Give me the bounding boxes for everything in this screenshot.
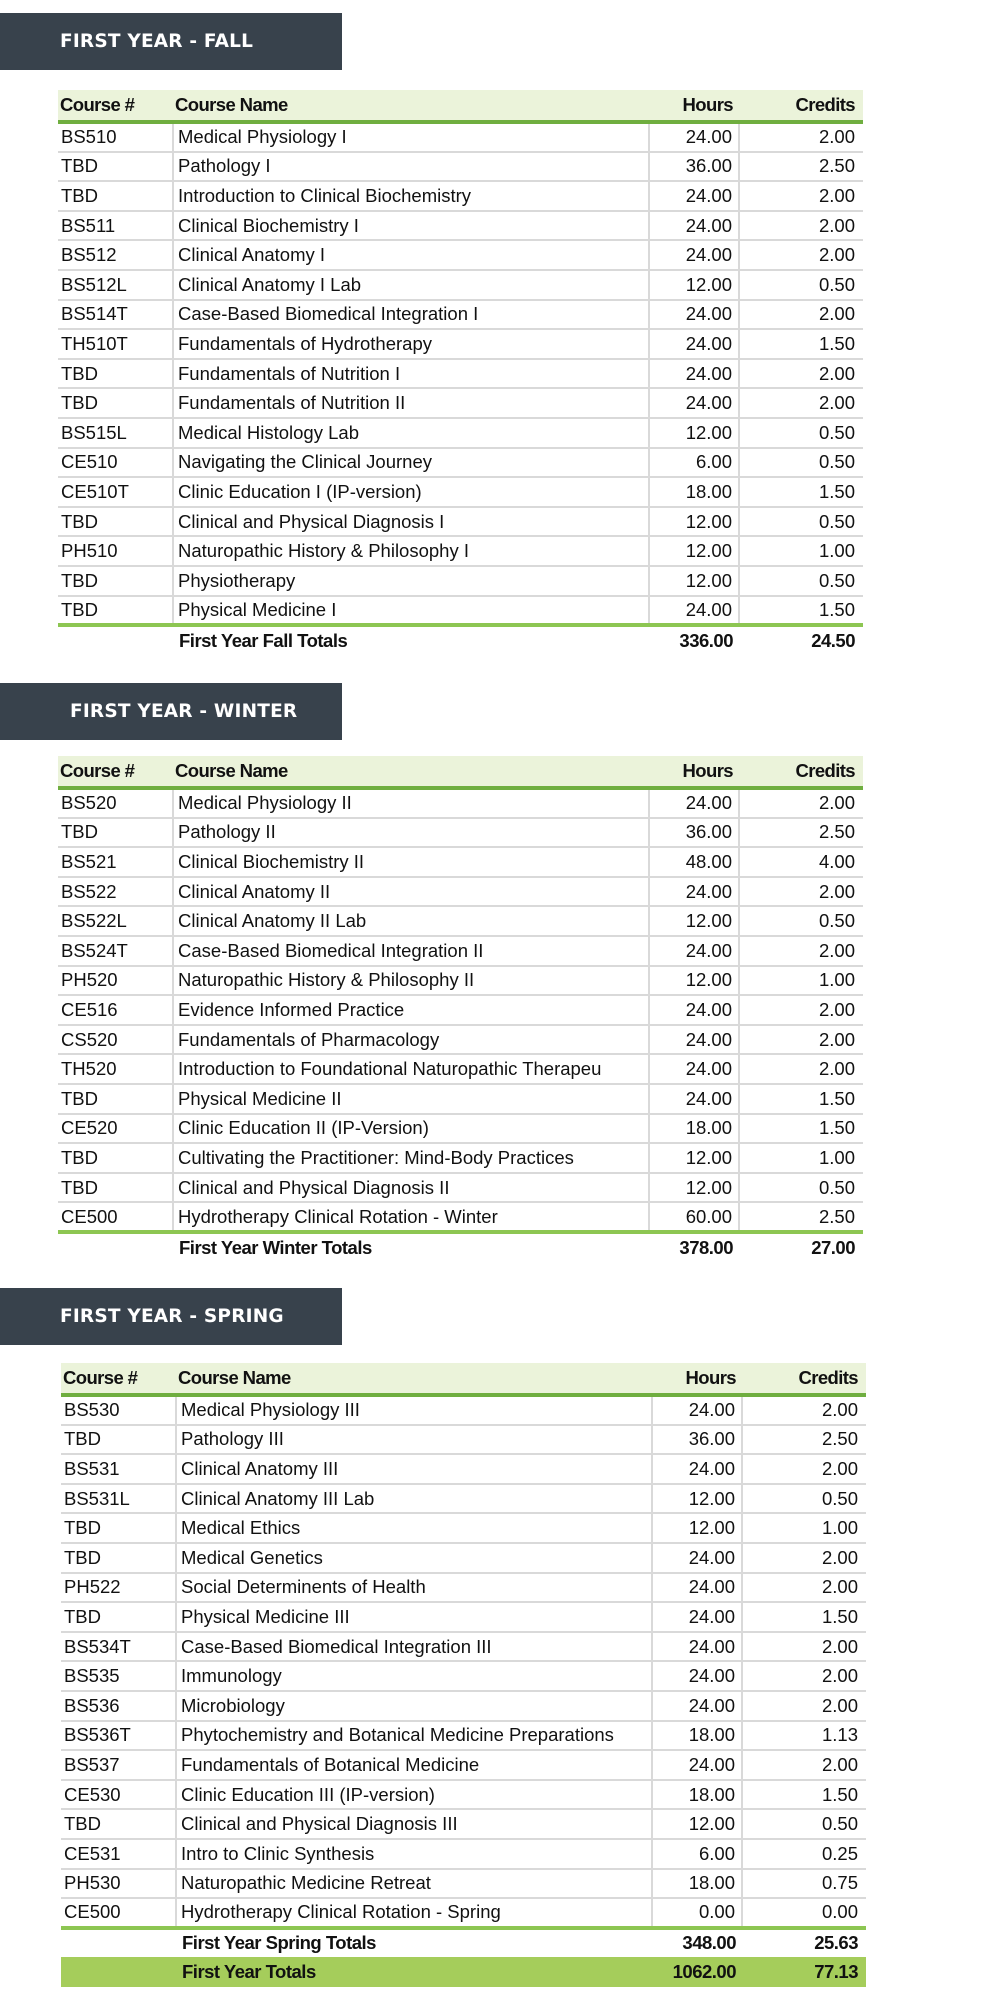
course-table-spring xyxy=(61,1363,866,1987)
totals-label: First Year Winter Totals xyxy=(179,1236,372,1258)
table-row xyxy=(58,818,863,848)
course-credits: 2.50 xyxy=(739,1202,863,1232)
col-course-name: Course Name xyxy=(173,756,649,788)
course-hours: 18.00 xyxy=(652,1721,742,1751)
course-name: Navigating the Clinical Journey xyxy=(173,448,649,478)
course-hours: 24.00 xyxy=(652,1661,742,1691)
course-number: CE531 xyxy=(61,1839,176,1869)
course-hours: 60.00 xyxy=(649,1202,739,1232)
course-name: Naturopathic History & Philosophy I xyxy=(173,536,649,566)
course-hours: 36.00 xyxy=(649,152,739,182)
course-name: Case-Based Biomedical Integration II xyxy=(173,936,649,966)
course-credits: 0.25 xyxy=(742,1839,866,1869)
table-row xyxy=(61,1750,866,1780)
course-credits: 0.50 xyxy=(742,1484,866,1514)
course-number: TBD xyxy=(61,1425,176,1455)
totals-row xyxy=(58,625,863,655)
course-number: TBD xyxy=(58,596,173,626)
course-hours: 24.00 xyxy=(649,181,739,211)
table-row xyxy=(58,418,863,448)
course-credits: 1.50 xyxy=(739,1114,863,1144)
course-credits: 0.50 xyxy=(739,448,863,478)
course-hours: 24.00 xyxy=(649,211,739,241)
course-hours: 24.00 xyxy=(649,995,739,1025)
course-number: BS535 xyxy=(61,1661,176,1691)
course-credits: 2.00 xyxy=(739,877,863,907)
table-row xyxy=(61,1780,866,1810)
course-hours: 6.00 xyxy=(649,448,739,478)
course-number: BS536T xyxy=(61,1721,176,1751)
course-credits: 2.50 xyxy=(739,818,863,848)
course-credits: 2.00 xyxy=(742,1395,866,1425)
table-row xyxy=(58,1025,863,1055)
course-name: Introduction to Foundational Naturopathic Therapeu xyxy=(173,1054,649,1084)
course-number: BS536 xyxy=(61,1691,176,1721)
course-hours: 12.00 xyxy=(652,1809,742,1839)
table-row xyxy=(61,1898,866,1928)
course-hours: 18.00 xyxy=(649,1114,739,1144)
course-name: Clinical Anatomy I Lab xyxy=(173,270,649,300)
course-name: Fundamentals of Botanical Medicine xyxy=(176,1750,652,1780)
table-row xyxy=(58,240,863,270)
course-hours: 18.00 xyxy=(652,1780,742,1810)
course-name: Physical Medicine I xyxy=(173,596,649,626)
table-row xyxy=(61,1839,866,1869)
course-number: CE520 xyxy=(58,1114,173,1144)
course-name: Pathology II xyxy=(173,818,649,848)
course-name: Medical Ethics xyxy=(176,1513,652,1543)
course-name: Clinical Anatomy II xyxy=(173,877,649,907)
col-course-num: Course # xyxy=(58,756,173,788)
col-hours: Hours xyxy=(652,1363,742,1395)
table-row xyxy=(58,966,863,996)
table-header-row xyxy=(61,1363,866,1395)
course-credits: 4.00 xyxy=(739,847,863,877)
table-row xyxy=(61,1513,866,1543)
course-credits: 1.13 xyxy=(742,1721,866,1751)
course-number: CE516 xyxy=(58,995,173,1025)
course-credits: 2.00 xyxy=(739,1025,863,1055)
course-name: Pathology III xyxy=(176,1425,652,1455)
table-row xyxy=(58,566,863,596)
course-hours: 24.00 xyxy=(652,1691,742,1721)
course-number: BS515L xyxy=(58,418,173,448)
course-name: Clinical Biochemistry II xyxy=(173,847,649,877)
course-credits: 1.50 xyxy=(739,596,863,626)
course-hours: 12.00 xyxy=(652,1484,742,1514)
course-credits: 2.00 xyxy=(739,240,863,270)
course-name: Physical Medicine II xyxy=(173,1084,649,1114)
course-number: CE500 xyxy=(61,1898,176,1928)
totals-hours: 348.00 xyxy=(682,1932,736,1954)
table-row xyxy=(58,1084,863,1114)
course-credits: 1.50 xyxy=(739,329,863,359)
course-number: TBD xyxy=(58,1084,173,1114)
course-hours: 24.00 xyxy=(649,388,739,418)
course-credits: 0.50 xyxy=(739,1173,863,1203)
course-credits: 0.50 xyxy=(739,418,863,448)
course-credits: 2.00 xyxy=(739,359,863,389)
table-row xyxy=(58,1173,863,1203)
course-name: Clinical Biochemistry I xyxy=(173,211,649,241)
course-hours: 24.00 xyxy=(649,240,739,270)
table-row xyxy=(58,300,863,330)
course-hours: 18.00 xyxy=(649,477,739,507)
table-row xyxy=(58,270,863,300)
course-credits: 2.00 xyxy=(739,788,863,818)
course-hours: 12.00 xyxy=(652,1513,742,1543)
course-name: Fundamentals of Hydrotherapy xyxy=(173,329,649,359)
course-credits: 1.50 xyxy=(742,1602,866,1632)
course-name: Immunology xyxy=(176,1661,652,1691)
course-credits: 2.50 xyxy=(739,152,863,182)
course-name: Fundamentals of Nutrition I xyxy=(173,359,649,389)
course-credits: 2.00 xyxy=(739,995,863,1025)
course-name: Medical Physiology III xyxy=(176,1395,652,1425)
course-hours: 24.00 xyxy=(652,1573,742,1603)
course-credits: 1.00 xyxy=(742,1513,866,1543)
course-number: TBD xyxy=(58,181,173,211)
table-row xyxy=(61,1395,866,1425)
table-row xyxy=(58,359,863,389)
course-number: PH522 xyxy=(61,1573,176,1603)
col-course-name: Course Name xyxy=(176,1363,652,1395)
col-credits: Credits xyxy=(739,756,863,788)
course-hours: 24.00 xyxy=(649,300,739,330)
table-row xyxy=(58,1054,863,1084)
course-hours: 24.00 xyxy=(649,1084,739,1114)
table-header-row xyxy=(58,756,863,788)
course-credits: 2.00 xyxy=(739,211,863,241)
table-row xyxy=(61,1454,866,1484)
course-credits: 1.00 xyxy=(739,1143,863,1173)
totals-credits: 25.63 xyxy=(814,1932,858,1954)
course-hours: 36.00 xyxy=(649,818,739,848)
course-number: TBD xyxy=(58,507,173,537)
table-row xyxy=(61,1543,866,1573)
course-number: BS512L xyxy=(58,270,173,300)
totals-credits: 27.00 xyxy=(811,1236,855,1258)
course-hours: 24.00 xyxy=(649,1025,739,1055)
table-row xyxy=(58,906,863,936)
col-course-num: Course # xyxy=(61,1363,176,1395)
table-row xyxy=(58,181,863,211)
course-hours: 24.00 xyxy=(652,1395,742,1425)
course-number: CE530 xyxy=(61,1780,176,1810)
course-table-fall xyxy=(58,90,863,655)
table-row xyxy=(58,122,863,152)
course-number: PH530 xyxy=(61,1869,176,1899)
course-number: BS531 xyxy=(61,1454,176,1484)
course-hours: 12.00 xyxy=(649,507,739,537)
course-credits: 2.00 xyxy=(739,388,863,418)
course-credits: 0.50 xyxy=(739,270,863,300)
course-hours: 24.00 xyxy=(649,788,739,818)
col-credits: Credits xyxy=(742,1363,866,1395)
course-name: Medical Physiology I xyxy=(173,122,649,152)
table-row xyxy=(61,1721,866,1751)
course-name: Clinic Education II (IP-Version) xyxy=(173,1114,649,1144)
col-hours: Hours xyxy=(649,90,739,122)
course-name: Case-Based Biomedical Integration I xyxy=(173,300,649,330)
table-row xyxy=(58,995,863,1025)
course-name: Pathology I xyxy=(173,152,649,182)
course-number: BS514T xyxy=(58,300,173,330)
course-name: Naturopathic History & Philosophy II xyxy=(173,966,649,996)
course-name: Clinical Anatomy I xyxy=(173,240,649,270)
table-row xyxy=(58,596,863,626)
totals-label: First Year Spring Totals xyxy=(182,1932,376,1954)
section-header-winter xyxy=(0,683,342,740)
course-credits: 0.50 xyxy=(739,507,863,537)
course-credits: 2.00 xyxy=(739,181,863,211)
course-credits: 1.00 xyxy=(739,966,863,996)
course-credits: 0.75 xyxy=(742,1869,866,1899)
course-credits: 1.50 xyxy=(739,1084,863,1114)
table-row xyxy=(58,847,863,877)
course-hours: 12.00 xyxy=(649,1143,739,1173)
table-row xyxy=(61,1691,866,1721)
course-hours: 24.00 xyxy=(652,1632,742,1662)
course-number: CE500 xyxy=(58,1202,173,1232)
table-header-row xyxy=(58,90,863,122)
course-hours: 12.00 xyxy=(649,418,739,448)
course-hours: 24.00 xyxy=(649,359,739,389)
course-number: PH510 xyxy=(58,536,173,566)
course-hours: 18.00 xyxy=(652,1869,742,1899)
course-name: Clinical Anatomy III xyxy=(176,1454,652,1484)
course-name: Clinical Anatomy III Lab xyxy=(176,1484,652,1514)
course-number: TH520 xyxy=(58,1054,173,1084)
course-name: Social Determinents of Health xyxy=(176,1573,652,1603)
course-hours: 24.00 xyxy=(652,1543,742,1573)
table-row xyxy=(58,877,863,907)
course-number: PH520 xyxy=(58,966,173,996)
grand-totals-label: First Year Totals xyxy=(176,1957,652,1987)
course-number: CE510T xyxy=(58,477,173,507)
course-credits: 1.50 xyxy=(742,1780,866,1810)
course-number: BS531L xyxy=(61,1484,176,1514)
course-hours: 24.00 xyxy=(649,936,739,966)
course-hours: 24.00 xyxy=(652,1602,742,1632)
course-name: Physical Medicine III xyxy=(176,1602,652,1632)
course-name: Medical Histology Lab xyxy=(173,418,649,448)
grand-totals-hours: 1062.00 xyxy=(652,1957,742,1987)
course-credits: 0.00 xyxy=(742,1898,866,1928)
table-row xyxy=(58,388,863,418)
course-credits: 2.00 xyxy=(742,1543,866,1573)
table-row xyxy=(58,448,863,478)
section-title: FIRST YEAR - WINTER xyxy=(70,701,298,722)
col-course-num: Course # xyxy=(58,90,173,122)
course-name: Clinical Anatomy II Lab xyxy=(173,906,649,936)
grand-totals-row xyxy=(61,1957,866,1987)
course-name: Case-Based Biomedical Integration III xyxy=(176,1632,652,1662)
course-number: CE510 xyxy=(58,448,173,478)
table-row xyxy=(58,211,863,241)
course-hours: 36.00 xyxy=(652,1425,742,1455)
totals-hours: 336.00 xyxy=(679,629,733,651)
course-number: TBD xyxy=(58,1173,173,1203)
course-credits: 2.00 xyxy=(742,1750,866,1780)
course-hours: 24.00 xyxy=(649,329,739,359)
course-number: TBD xyxy=(58,566,173,596)
table-row xyxy=(61,1425,866,1455)
course-hours: 12.00 xyxy=(649,270,739,300)
course-number: BS530 xyxy=(61,1395,176,1425)
table-row xyxy=(58,329,863,359)
course-hours: 24.00 xyxy=(652,1750,742,1780)
table-row xyxy=(61,1484,866,1514)
course-hours: 6.00 xyxy=(652,1839,742,1869)
course-number: TBD xyxy=(58,818,173,848)
col-hours: Hours xyxy=(649,756,739,788)
course-hours: 24.00 xyxy=(649,596,739,626)
course-hours: 12.00 xyxy=(649,906,739,936)
course-hours: 24.00 xyxy=(649,122,739,152)
course-name: Naturopathic Medicine Retreat xyxy=(176,1869,652,1899)
course-credits: 1.00 xyxy=(739,536,863,566)
course-number: TBD xyxy=(58,152,173,182)
course-name: Evidence Informed Practice xyxy=(173,995,649,1025)
table-row xyxy=(61,1869,866,1899)
course-number: BS534T xyxy=(61,1632,176,1662)
course-number: BS512 xyxy=(58,240,173,270)
course-credits: 2.00 xyxy=(742,1661,866,1691)
grand-totals-credits: 77.13 xyxy=(742,1957,866,1987)
table-row xyxy=(58,936,863,966)
course-name: Intro to Clinic Synthesis xyxy=(176,1839,652,1869)
section-header-fall xyxy=(0,13,342,70)
course-credits: 1.50 xyxy=(739,477,863,507)
table-row xyxy=(58,1143,863,1173)
course-number: TBD xyxy=(61,1543,176,1573)
course-number: TBD xyxy=(58,388,173,418)
table-row xyxy=(61,1602,866,1632)
course-hours: 12.00 xyxy=(649,966,739,996)
table-row xyxy=(58,1114,863,1144)
course-credits: 2.00 xyxy=(739,300,863,330)
course-hours: 12.00 xyxy=(649,1173,739,1203)
totals-row xyxy=(61,1928,866,1958)
course-name: Clinical and Physical Diagnosis III xyxy=(176,1809,652,1839)
course-name: Hydrotherapy Clinical Rotation - Winter xyxy=(173,1202,649,1232)
course-name: Clinic Education III (IP-version) xyxy=(176,1780,652,1810)
course-number: CS520 xyxy=(58,1025,173,1055)
course-number: TBD xyxy=(61,1809,176,1839)
course-credits: 2.00 xyxy=(739,1054,863,1084)
table-row xyxy=(58,152,863,182)
course-number: BS511 xyxy=(58,211,173,241)
course-hours: 24.00 xyxy=(649,877,739,907)
course-hours: 0.00 xyxy=(652,1898,742,1928)
course-number: TBD xyxy=(58,359,173,389)
course-credits: 2.00 xyxy=(742,1632,866,1662)
course-name: Clinic Education I (IP-version) xyxy=(173,477,649,507)
course-name: Introduction to Clinical Biochemistry xyxy=(173,181,649,211)
course-name: Fundamentals of Nutrition II xyxy=(173,388,649,418)
course-number: BS521 xyxy=(58,847,173,877)
totals-credits: 24.50 xyxy=(811,629,855,651)
section-title: FIRST YEAR - SPRING xyxy=(60,1306,284,1327)
course-hours: 24.00 xyxy=(652,1454,742,1484)
course-table-winter xyxy=(58,756,863,1262)
course-name: Physiotherapy xyxy=(173,566,649,596)
course-credits: 2.50 xyxy=(742,1425,866,1455)
totals-label: First Year Fall Totals xyxy=(179,629,348,651)
table-row xyxy=(61,1573,866,1603)
table-row xyxy=(61,1632,866,1662)
course-number: BS537 xyxy=(61,1750,176,1780)
course-credits: 2.00 xyxy=(742,1454,866,1484)
course-number: BS510 xyxy=(58,122,173,152)
course-credits: 2.00 xyxy=(742,1691,866,1721)
course-name: Hydrotherapy Clinical Rotation - Spring xyxy=(176,1898,652,1928)
course-number: TH510T xyxy=(58,329,173,359)
course-credits: 2.00 xyxy=(742,1573,866,1603)
table-row xyxy=(58,788,863,818)
course-name: Microbiology xyxy=(176,1691,652,1721)
course-number: BS522 xyxy=(58,877,173,907)
course-name: Medical Physiology II xyxy=(173,788,649,818)
course-name: Clinical and Physical Diagnosis II xyxy=(173,1173,649,1203)
course-hours: 12.00 xyxy=(649,536,739,566)
table-row xyxy=(61,1661,866,1691)
col-course-name: Course Name xyxy=(173,90,649,122)
course-hours: 12.00 xyxy=(649,566,739,596)
course-credits: 2.00 xyxy=(739,122,863,152)
course-hours: 24.00 xyxy=(649,1054,739,1084)
course-number: BS520 xyxy=(58,788,173,818)
section-header-spring xyxy=(0,1288,342,1345)
course-number: TBD xyxy=(61,1602,176,1632)
totals-hours: 378.00 xyxy=(679,1236,733,1258)
course-number: BS522L xyxy=(58,906,173,936)
table-row xyxy=(61,1809,866,1839)
table-row xyxy=(58,477,863,507)
col-credits: Credits xyxy=(739,90,863,122)
totals-row xyxy=(58,1232,863,1262)
course-name: Clinical and Physical Diagnosis I xyxy=(173,507,649,537)
table-row xyxy=(58,1202,863,1232)
course-hours: 48.00 xyxy=(649,847,739,877)
course-credits: 0.50 xyxy=(739,906,863,936)
table-row xyxy=(58,536,863,566)
course-number: BS524T xyxy=(58,936,173,966)
table-row xyxy=(58,507,863,537)
course-number: TBD xyxy=(58,1143,173,1173)
course-name: Cultivating the Practitioner: Mind-Body Practices xyxy=(173,1143,649,1173)
section-title: FIRST YEAR - FALL xyxy=(60,31,254,52)
course-credits: 0.50 xyxy=(739,566,863,596)
course-name: Phytochemistry and Botanical Medicine Preparations xyxy=(176,1721,652,1751)
course-credits: 0.50 xyxy=(742,1809,866,1839)
course-name: Medical Genetics xyxy=(176,1543,652,1573)
course-name: Fundamentals of Pharmacology xyxy=(173,1025,649,1055)
course-credits: 2.00 xyxy=(739,936,863,966)
course-number: TBD xyxy=(61,1513,176,1543)
